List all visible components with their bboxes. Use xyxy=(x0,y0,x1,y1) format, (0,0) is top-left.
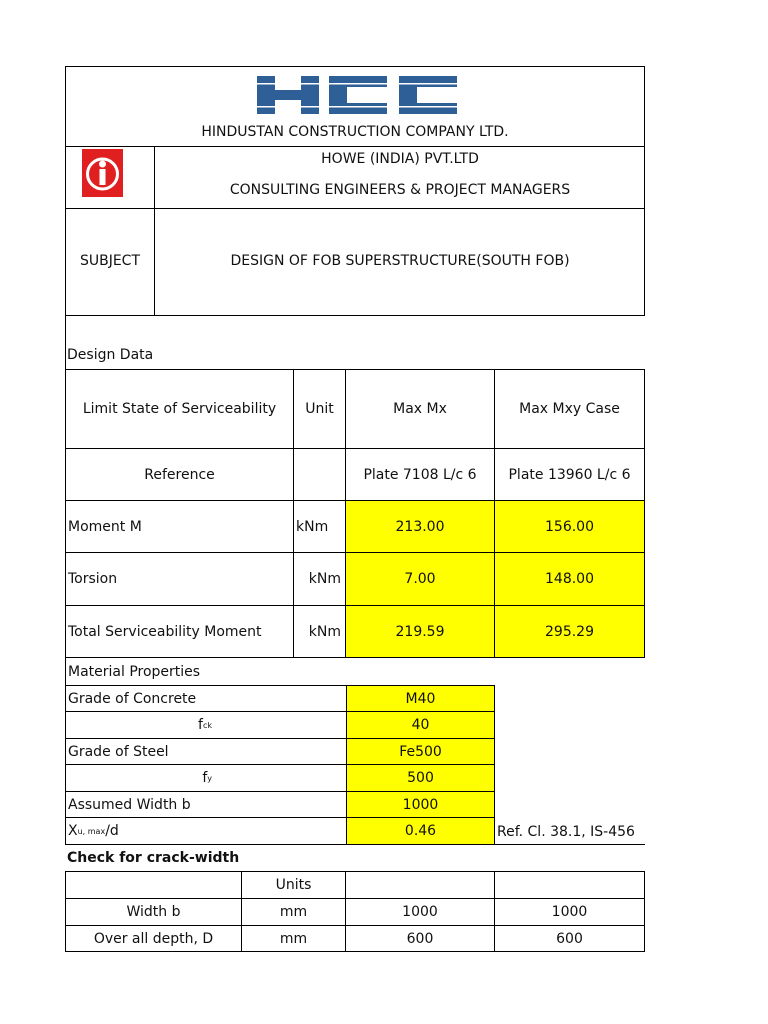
col-header-max-mxy: Max Mxy Case xyxy=(495,369,645,448)
fy-value: 500 xyxy=(346,765,495,792)
crack-depth-label: Over all depth, D xyxy=(65,925,242,952)
assumed-width-value: 1000 xyxy=(346,792,495,818)
crack-header-col1 xyxy=(346,871,495,898)
xu-suffix: /d xyxy=(105,823,119,839)
moment-unit: kNm xyxy=(294,500,346,552)
crack-depth-v2: 600 xyxy=(495,925,645,952)
torsion-max-mx: 7.00 xyxy=(346,552,495,605)
crack-width-b-v2: 1000 xyxy=(495,898,645,925)
torsion-max-mxy: 148.00 xyxy=(495,552,645,605)
consultant-tagline: CONSULTING ENGINEERS & PROJECT MANAGERS xyxy=(229,182,571,198)
col-header-limit-state: Limit State of Serviceability xyxy=(65,369,294,448)
assumed-width-label: Assumed Width b xyxy=(65,792,346,818)
crack-header-units: Units xyxy=(242,871,346,898)
xu-max-value: 0.46 xyxy=(346,818,495,845)
xu-reference: Ref. Cl. 38.1, IS-456 xyxy=(497,823,635,840)
fy-label xyxy=(65,765,346,792)
crack-depth-v1: 600 xyxy=(346,925,495,952)
grade-concrete-value: M40 xyxy=(346,685,495,712)
fck-value: 40 xyxy=(346,712,495,739)
reference-label: Reference xyxy=(65,448,294,500)
torsion-unit: kNm xyxy=(294,552,346,605)
fy-subscript: y xyxy=(207,773,212,783)
crack-header-col2 xyxy=(495,871,645,898)
torsion-label: Torsion xyxy=(65,552,294,605)
hcc-logo xyxy=(255,74,461,116)
crack-width-b-label: Width b xyxy=(65,898,242,925)
reference-max-mx: Plate 7108 L/c 6 xyxy=(346,448,495,500)
fck-subscript: ck xyxy=(202,720,212,730)
reference-unit xyxy=(294,448,346,500)
grade-concrete-label: Grade of Concrete xyxy=(65,685,346,712)
total-moment-max-mxy: 295.29 xyxy=(495,605,645,658)
subject-label: SUBJECT xyxy=(79,253,141,269)
grade-steel-label: Grade of Steel xyxy=(65,739,346,765)
company-name: HINDUSTAN CONSTRUCTION COMPANY LTD. xyxy=(201,124,509,140)
crack-depth-unit: mm xyxy=(242,925,346,952)
col-header-unit: Unit xyxy=(294,369,346,448)
xu-reference-cell xyxy=(495,818,645,845)
crack-width-title: Check for crack-width xyxy=(67,850,240,866)
subject-value: DESIGN OF FOB SUPERSTRUCTURE(SOUTH FOB) xyxy=(230,253,570,269)
fck-symbol: f xyxy=(198,717,203,733)
total-moment-label: Total Serviceability Moment xyxy=(65,605,294,658)
reference-max-mxy: Plate 13960 L/c 6 xyxy=(495,448,645,500)
fck-label xyxy=(65,712,346,739)
howe-logo-icon xyxy=(82,149,123,197)
fy-symbol: f xyxy=(202,770,208,786)
consultant-name: HOWE (INDIA) PVT.LTD xyxy=(321,151,479,167)
moment-max-mxy: 156.00 xyxy=(495,500,645,552)
moment-max-mx: 213.00 xyxy=(346,500,495,552)
total-moment-max-mx: 219.59 xyxy=(346,605,495,658)
crack-header-label xyxy=(65,871,242,898)
design-data-title: Design Data xyxy=(67,347,154,363)
xu-subscript: u, max xyxy=(77,826,106,836)
grade-steel-value: Fe500 xyxy=(346,739,495,765)
crack-width-b-unit: mm xyxy=(242,898,346,925)
total-moment-unit: kNm xyxy=(294,605,346,658)
moment-label: Moment M xyxy=(65,500,294,552)
xu-max-label xyxy=(65,818,346,845)
crack-width-b-v1: 1000 xyxy=(346,898,495,925)
material-title: Material Properties xyxy=(65,658,345,685)
col-header-max-mx: Max Mx xyxy=(346,369,495,448)
xu-symbol: X xyxy=(68,823,78,839)
